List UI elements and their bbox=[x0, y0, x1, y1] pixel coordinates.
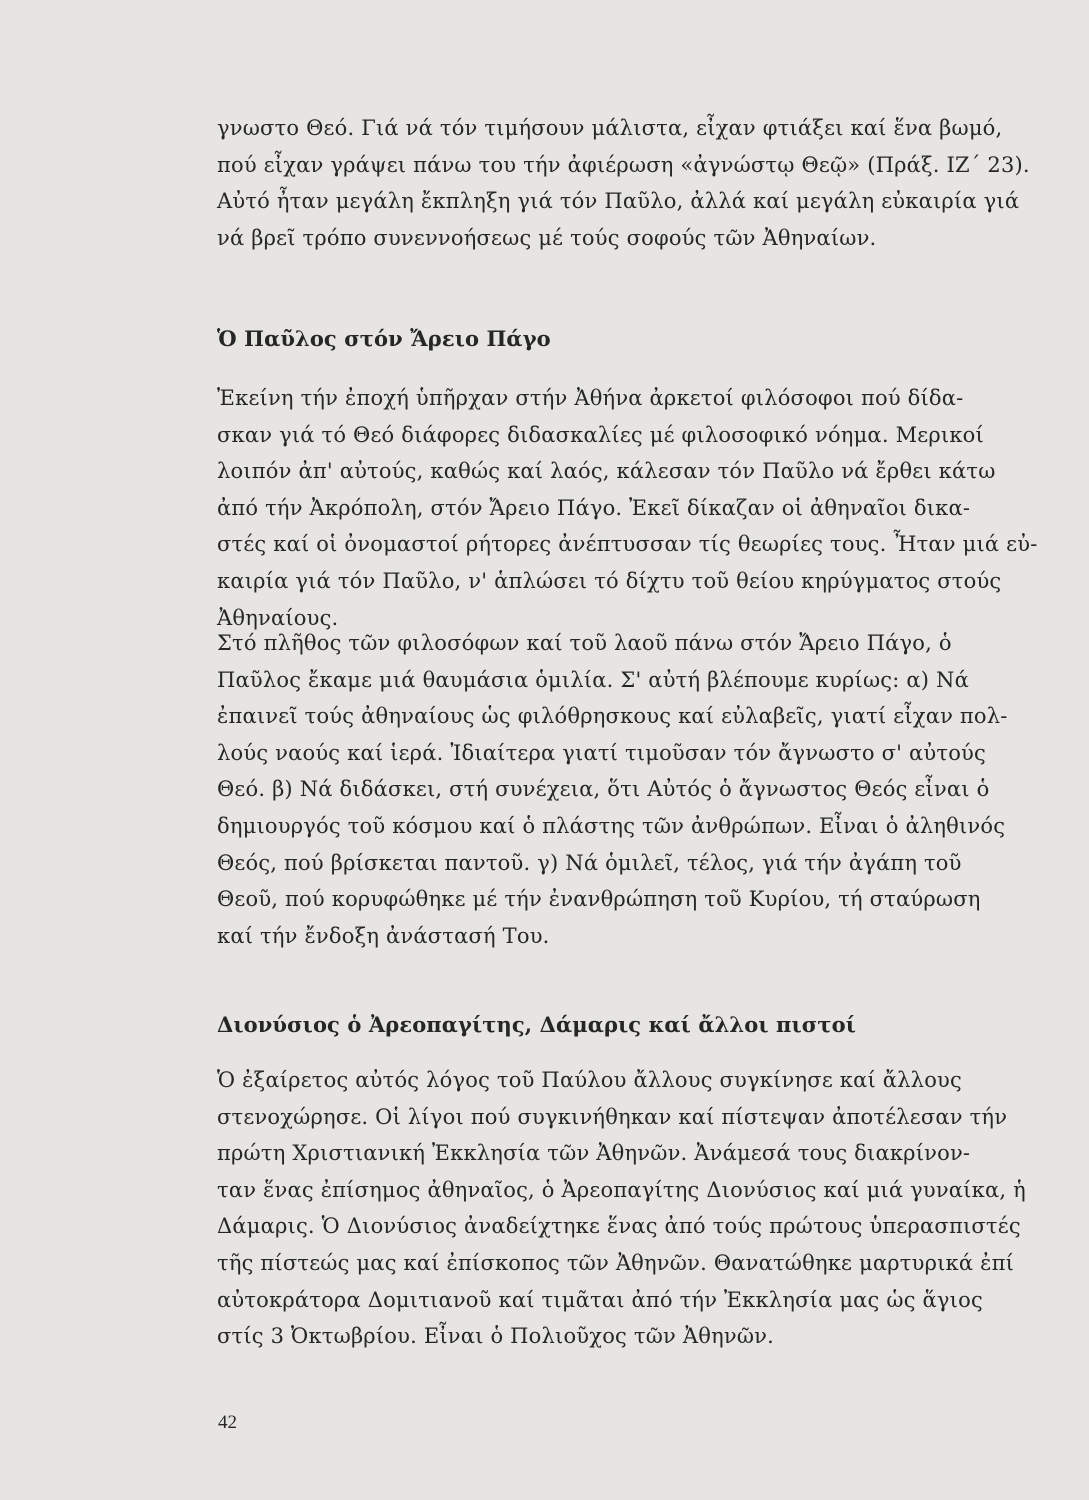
page-number: 42 bbox=[218, 1412, 237, 1433]
text-line: Παῦλος ἔκαμε μιά θαυμάσια ὁμιλία. Σ' αὐτή βλέπουμε κυρίως: α) Νά bbox=[217, 667, 969, 692]
text-line: καιρία γιά τόν Παῦλο, ν' ἁπλώσει τό δίχτυ τοῦ θείου κηρύγματος στούς bbox=[217, 568, 1002, 593]
text-line: Θεός, πού βρίσκεται παντοῦ. γ) Νά ὁμιλεῖ, τέλος, γιά τήν ἀγάπη τοῦ bbox=[217, 850, 962, 875]
section1-paragraph2 bbox=[217, 625, 1057, 954]
text-line: αὐτοκράτορα Δομιτιανοῦ καί τιμᾶται ἀπό τήν Ἐκκλησία μας ὡς ἅγιος bbox=[217, 1287, 983, 1312]
text-line: γνωστο Θεό. Γιά νά τόν τιμήσουν μάλιστα, εἶχαν φτιάξει καί ἕνα βωμό, bbox=[217, 116, 1003, 140]
text-line: Ὁ ἐξαίρετος αὐτός λόγος τοῦ Παύλου ἄλλους συγκίνησε καί ἄλλους bbox=[217, 1068, 962, 1092]
text-line: καί τήν ἔνδοξη ἀνάστασή Του. bbox=[217, 923, 550, 948]
section-heading-dionysius: Διονύσιος ὁ Ἀρεοπαγίτης, Δάμαρις καί ἄλλοι πιστοί bbox=[217, 1012, 856, 1037]
text-line: στενοχώρησε. Οἱ λίγοι πού συγκινήθηκαν καί πίστεψαν ἀποτέλεσαν τήν bbox=[217, 1104, 1008, 1129]
text-line: πού εἶχαν γράψει πάνω του τήν ἀφιέρωση «ἀγνώστῳ Θεῷ» (Πράξ. ΙΖ΄ 23). bbox=[217, 152, 1030, 177]
section1-paragraph1 bbox=[217, 380, 1057, 636]
text-line: Δάμαρις. Ὁ Διονύσιος ἀναδείχτηκε ἕνας ἀπό τούς πρώτους ὑπερασπιστές bbox=[217, 1214, 1021, 1239]
text-line: δημιουργός τοῦ κόσμου καί ὁ πλάστης τῶν ἀνθρώπων. Εἶναι ὁ ἀληθινός bbox=[217, 813, 1006, 838]
section-heading-paul-areopagus: Ὁ Παῦλος στόν Ἄρειο Πάγο bbox=[217, 326, 551, 351]
text-line: λοιπόν ἀπ' αὐτούς, καθώς καί λαός, κάλεσαν τόν Παῦλο νά ἔρθει κάτω bbox=[217, 459, 996, 484]
text-line: ταν ἕνας ἐπίσημος ἀθηναῖος, ὁ Ἀρεοπαγίτης Διονύσιος καί μιά γυναίκα, ἡ bbox=[217, 1177, 1026, 1202]
text-line: πρώτη Χριστιανική Ἐκκλησία τῶν Ἀθηνῶν. Ἀνάμεσά τους διακρίνον- bbox=[217, 1141, 971, 1166]
text-line: νά βρεῖ τρόπο συνεννοήσεως μέ τούς σοφούς τῶν Ἀθηναίων. bbox=[217, 225, 877, 250]
text-line: Θεοῦ, πού κορυφώθηκε μέ τήν ἐνανθρώπηση τοῦ Κυρίου, τή σταύρωση bbox=[217, 887, 981, 912]
text-line: Ἐκείνη τήν ἐποχή ὑπῆρχαν στήν Ἀθήνα ἀρκετοί φιλόσοφοι πού δίδα- bbox=[217, 386, 964, 410]
text-line: λούς ναούς καί ἱερά. Ἰδιαίτερα γιατί τιμοῦσαν τόν ἄγνωστο σ' αὐτούς bbox=[217, 740, 986, 765]
intro-paragraph bbox=[217, 110, 1057, 256]
text-line: Ἀθηναίους. bbox=[217, 605, 339, 630]
text-line: Θεό. β) Νά διδάσκει, στή συνέχεια, ὅτι Αὐτός ὁ ἄγνωστος Θεός εἶναι ὁ bbox=[217, 777, 990, 802]
text-line: Στό πλῆθος τῶν φιλοσόφων καί τοῦ λαοῦ πάνω στόν Ἄρειο Πάγο, ὁ bbox=[217, 631, 952, 655]
text-line: σκαν γιά τό Θεό διάφορες διδασκαλίες μέ φιλοσοφικό νόημα. Μερικοί bbox=[217, 422, 984, 447]
text-line: στές καί οἱ ὀνομαστοί ρήτορες ἀνέπτυσσαν τίς θεωρίες τους. Ἦταν μιά εὐ- bbox=[217, 532, 1038, 557]
text-line: ἐπαινεῖ τούς ἀθηναίους ὡς φιλόθρησκους καί εὐλαβεῖς, γιατί εἶχαν πολ- bbox=[217, 704, 1008, 729]
text-line: ἀπό τήν Ἀκρόπολη, στόν Ἄρειο Πάγο. Ἐκεῖ δίκαζαν οἱ ἀθηναῖοι δικα- bbox=[217, 495, 971, 520]
section2-paragraph1 bbox=[217, 1062, 1057, 1355]
text-line: στίς 3 Ὀκτωβρίου. Εἶναι ὁ Πολιοῦχος τῶν Ἀθηνῶν. bbox=[217, 1324, 774, 1349]
text-line: τῆς πίστεώς μας καί ἐπίσκοπος τῶν Ἀθηνῶν. Θανατώθηκε μαρτυρικά ἐπί bbox=[217, 1250, 1015, 1275]
text-line: Αὐτό ἦταν μεγάλη ἔκπληξη γιά τόν Παῦλο, ἀλλά καί μεγάλη εὐκαιρία γιά bbox=[217, 189, 1020, 214]
